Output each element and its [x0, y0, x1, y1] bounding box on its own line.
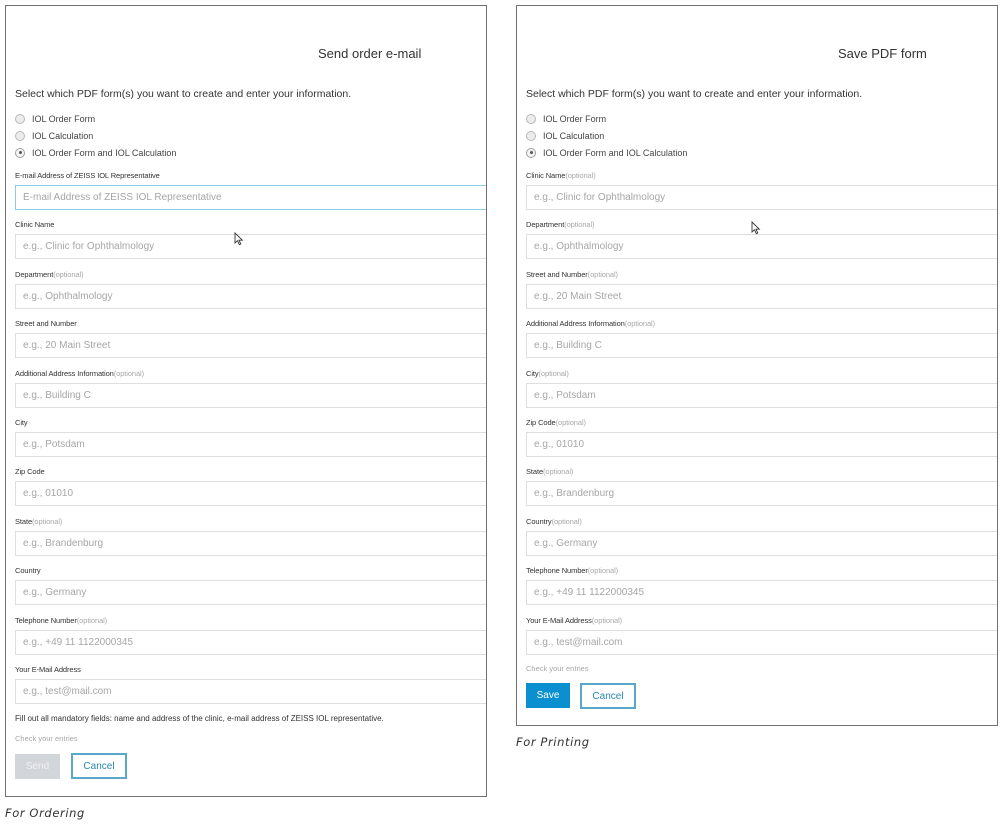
- save-pdf-form-dialog: [516, 5, 998, 726]
- field-label: City: [15, 417, 28, 427]
- pdf-form-radio-group: [526, 110, 687, 161]
- department-input[interactable]: [526, 234, 998, 259]
- clinic-name-input[interactable]: [526, 185, 998, 210]
- optional-tag: (optional): [587, 269, 618, 279]
- field-label: Street and Number: [526, 269, 588, 279]
- radio-label: IOL Calculation: [543, 130, 605, 141]
- state-input[interactable]: [15, 531, 487, 556]
- zip-code-input[interactable]: [15, 481, 487, 506]
- optional-tag: (optional): [565, 171, 596, 180]
- field-label: Department: [15, 269, 54, 279]
- field-zip-code: [526, 416, 997, 465]
- telephone-input[interactable]: [526, 580, 998, 605]
- dialog-title: Send order e-mail: [318, 46, 422, 61]
- intro-text: Select which PDF form(s) you want to create and enter your information.: [15, 88, 352, 100]
- field-zip-code: [15, 465, 486, 514]
- field-department: [15, 268, 486, 317]
- field-label: Telephone Number: [526, 566, 588, 576]
- cancel-button[interactable]: Cancel: [71, 753, 127, 779]
- field-label: Clinic Name: [526, 171, 566, 180]
- send-button[interactable]: Send: [15, 754, 60, 779]
- field-label: Your E-Mail Address: [526, 615, 592, 625]
- field-clinic-name: [15, 218, 486, 267]
- field-department: [526, 218, 997, 267]
- check-entries-text: Check your entries: [15, 734, 78, 743]
- radio-button[interactable]: [15, 114, 25, 124]
- pdf-form-radio-group: [15, 110, 176, 161]
- radio-label: IOL Order Form and IOL Calculation: [32, 147, 177, 158]
- cancel-button[interactable]: Cancel: [580, 683, 636, 709]
- radio-button[interactable]: [526, 114, 536, 124]
- mouse-pointer-icon: [234, 232, 244, 246]
- additional-address-input[interactable]: [15, 383, 487, 408]
- city-input[interactable]: [15, 432, 487, 457]
- mouse-pointer-icon: [751, 221, 761, 235]
- field-additional-address: [15, 367, 486, 416]
- additional-address-input[interactable]: [526, 333, 998, 358]
- field-label: Your E-Mail Address: [15, 664, 81, 674]
- your-email-input[interactable]: [526, 630, 998, 655]
- field-country: [526, 515, 997, 564]
- field-label: City: [526, 368, 539, 378]
- radio-iol-order-and-calculation[interactable]: [526, 144, 687, 161]
- department-input[interactable]: [15, 284, 487, 309]
- check-entries-text: Check your entries: [526, 664, 589, 673]
- field-your-email: [526, 614, 997, 663]
- optional-tag: (optional): [113, 368, 145, 378]
- radio-button-selected[interactable]: [526, 148, 536, 158]
- optional-tag: (optional): [53, 269, 84, 279]
- optional-tag: (optional): [555, 417, 586, 427]
- radio-iol-order-form[interactable]: [15, 110, 176, 127]
- field-city: [15, 416, 486, 465]
- field-label: Clinic Name: [15, 220, 55, 230]
- field-telephone: [15, 614, 486, 663]
- field-label: E-mail Address of ZEISS IOL Representative: [15, 171, 160, 180]
- radio-iol-calculation[interactable]: [526, 127, 687, 144]
- field-label: Zip Code: [526, 417, 556, 427]
- field-state: [526, 465, 997, 514]
- field-country: [15, 564, 486, 613]
- field-city: [526, 367, 997, 416]
- field-label: Zip Code: [15, 467, 45, 477]
- field-additional-address: [526, 317, 997, 366]
- radio-label: IOL Calculation: [32, 130, 94, 141]
- field-street: [15, 317, 486, 366]
- optional-tag: (optional): [543, 467, 574, 477]
- field-state: [15, 515, 486, 564]
- representative-email-input[interactable]: [15, 185, 487, 210]
- form-fields: [15, 169, 486, 712]
- field-label: Telephone Number: [15, 615, 77, 625]
- radio-label: IOL Order Form and IOL Calculation: [543, 147, 688, 158]
- field-telephone: [526, 564, 997, 613]
- field-label: Country: [526, 516, 552, 526]
- field-label: State: [15, 516, 33, 526]
- field-representative-email: [15, 169, 486, 218]
- intro-text: Select which PDF form(s) you want to create and enter your information.: [526, 88, 863, 100]
- optional-tag: (optional): [624, 319, 656, 329]
- telephone-input[interactable]: [15, 630, 487, 655]
- radio-button[interactable]: [526, 131, 536, 141]
- optional-tag: (optional): [591, 615, 623, 625]
- radio-label: IOL Order Form: [543, 113, 607, 124]
- optional-tag: (optional): [538, 368, 569, 378]
- radio-button[interactable]: [15, 131, 25, 141]
- radio-iol-order-form[interactable]: [526, 110, 687, 127]
- street-input[interactable]: [526, 284, 998, 309]
- radio-iol-calculation[interactable]: [15, 127, 176, 144]
- optional-tag: (optional): [587, 566, 619, 576]
- optional-tag: (optional): [564, 220, 595, 230]
- radio-label: IOL Order Form: [32, 113, 96, 124]
- field-street: [526, 268, 997, 317]
- caption-for-printing: For Printing: [516, 735, 590, 749]
- optional-tag: (optional): [76, 615, 108, 625]
- clinic-name-input[interactable]: [15, 234, 487, 259]
- radio-button-selected[interactable]: [15, 148, 25, 158]
- optional-tag: (optional): [32, 516, 63, 526]
- country-input[interactable]: [526, 531, 998, 556]
- city-input[interactable]: [526, 383, 998, 408]
- optional-tag: (optional): [551, 516, 582, 526]
- field-clinic-name: [526, 169, 997, 218]
- field-label: State: [526, 467, 544, 477]
- field-label: Additional Address Information: [526, 319, 625, 329]
- field-label: Country: [15, 566, 41, 576]
- mandatory-fields-note: Fill out all mandatory fields: name and address of the clinic, e-mail address of ZEISS IOL representative.: [15, 714, 384, 723]
- form-fields: [526, 169, 997, 663]
- state-input[interactable]: [526, 481, 998, 506]
- dialog-title: Save PDF form: [838, 46, 927, 61]
- radio-iol-order-and-calculation[interactable]: [15, 144, 176, 161]
- street-input[interactable]: [15, 333, 487, 358]
- send-order-email-dialog: [5, 5, 487, 797]
- field-label: Street and Number: [15, 319, 77, 329]
- zip-code-input[interactable]: [526, 432, 998, 457]
- field-your-email: [15, 663, 486, 712]
- your-email-input[interactable]: [15, 679, 487, 704]
- field-label: Additional Address Information: [15, 368, 114, 378]
- caption-for-ordering: For Ordering: [5, 806, 85, 820]
- save-button[interactable]: Save: [526, 683, 570, 708]
- field-label: Department: [526, 220, 565, 230]
- country-input[interactable]: [15, 580, 487, 605]
